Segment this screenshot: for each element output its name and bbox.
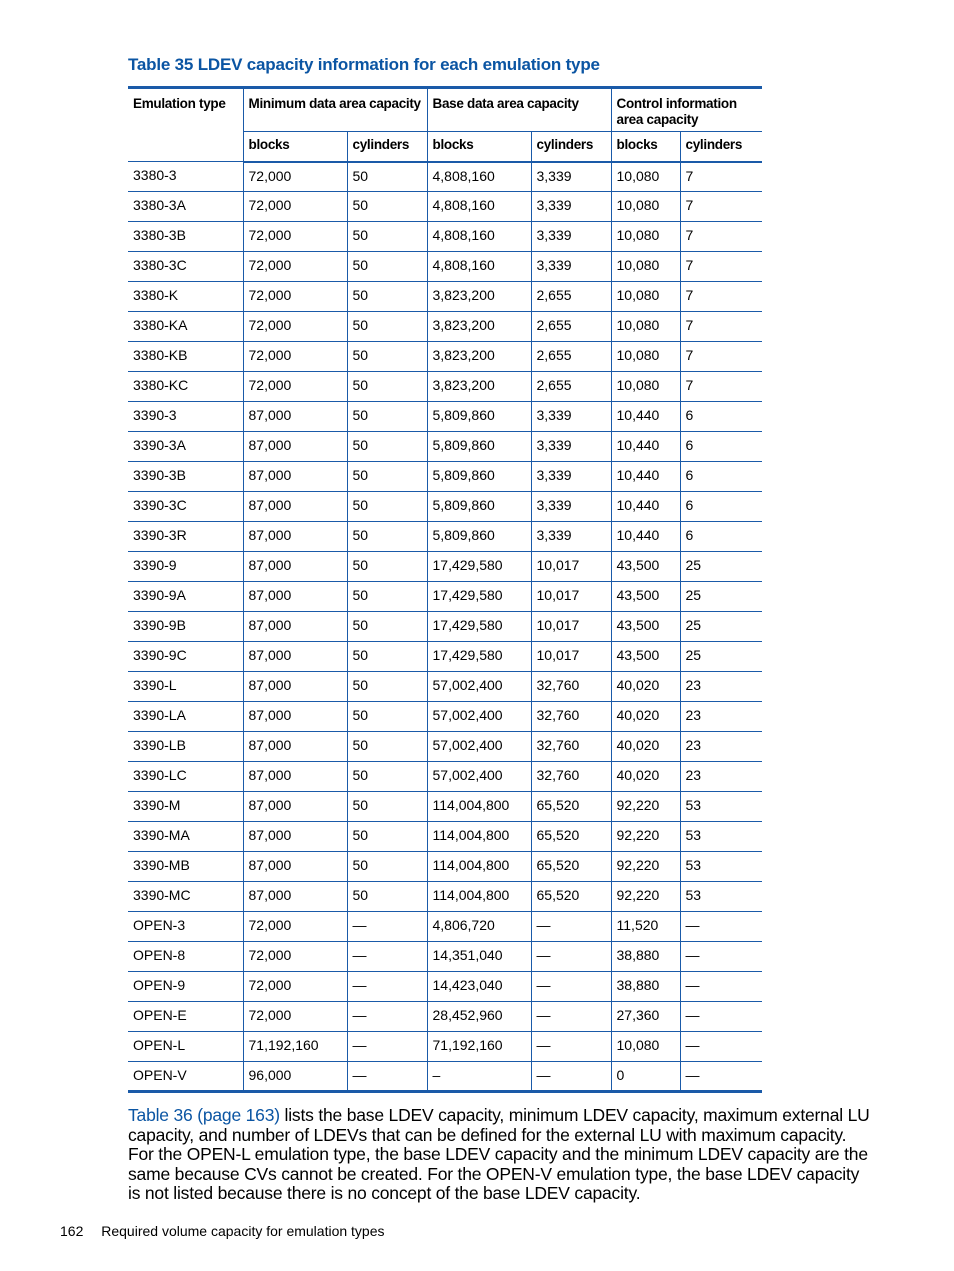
table-row (128, 672, 762, 702)
base-cylinders-cell: — (531, 972, 611, 1002)
control-blocks-cell: 92,220 (611, 822, 680, 852)
control-blocks-cell: 92,220 (611, 852, 680, 882)
min-cylinders-cell: — (347, 972, 427, 1002)
min-blocks-cell: 72,000 (243, 912, 347, 942)
base-blocks-cell: 114,004,800 (427, 852, 531, 882)
min-cylinders-cell: 50 (347, 582, 427, 612)
header-minimum-capacity: Minimum data area capacity (243, 88, 427, 132)
emulation-type-cell: 3390-3A (128, 432, 243, 462)
control-cylinders-cell: 7 (680, 222, 762, 252)
table-row (128, 312, 762, 342)
base-cylinders-cell: 2,655 (531, 342, 611, 372)
control-cylinders-cell: 53 (680, 822, 762, 852)
min-cylinders-cell: 50 (347, 462, 427, 492)
min-cylinders-cell: — (347, 1032, 427, 1062)
base-blocks-cell: 5,809,860 (427, 522, 531, 552)
base-blocks-cell: 5,809,860 (427, 432, 531, 462)
min-cylinders-cell: 50 (347, 852, 427, 882)
base-blocks-cell: 57,002,400 (427, 672, 531, 702)
emulation-type-cell: 3380-3C (128, 252, 243, 282)
control-cylinders-cell: 25 (680, 582, 762, 612)
control-cylinders-cell: 23 (680, 762, 762, 792)
table-row (128, 582, 762, 612)
control-cylinders-cell: 25 (680, 642, 762, 672)
min-blocks-cell: 87,000 (243, 762, 347, 792)
min-cylinders-cell: — (347, 1002, 427, 1032)
base-cylinders-cell: 65,520 (531, 792, 611, 822)
control-cylinders-cell: 7 (680, 282, 762, 312)
table-row (128, 462, 762, 492)
emulation-type-cell: 3390-M (128, 792, 243, 822)
base-cylinders-cell: 3,339 (531, 402, 611, 432)
min-blocks-cell: 72,000 (243, 162, 347, 192)
table-row (128, 882, 762, 912)
control-blocks-cell: 10,080 (611, 342, 680, 372)
control-cylinders-cell: 53 (680, 792, 762, 822)
control-cylinders-cell: 6 (680, 402, 762, 432)
emulation-type-cell: OPEN-L (128, 1032, 243, 1062)
subheader-control-blocks: blocks (611, 132, 680, 162)
emulation-type-cell: 3390-9B (128, 612, 243, 642)
base-blocks-cell: 3,823,200 (427, 342, 531, 372)
min-blocks-cell: 72,000 (243, 282, 347, 312)
table-row (128, 852, 762, 882)
min-blocks-cell: 87,000 (243, 672, 347, 702)
min-blocks-cell: 72,000 (243, 372, 347, 402)
table-row (128, 642, 762, 672)
base-cylinders-cell: — (531, 1062, 611, 1092)
control-cylinders-cell: 7 (680, 162, 762, 192)
emulation-type-cell: 3380-KB (128, 342, 243, 372)
table-36-link[interactable]: Table 36 (page 163) (128, 1105, 280, 1125)
min-cylinders-cell: — (347, 1062, 427, 1092)
control-cylinders-cell: — (680, 912, 762, 942)
control-blocks-cell: 10,080 (611, 282, 680, 312)
emulation-type-cell: 3390-9 (128, 552, 243, 582)
table-row (128, 432, 762, 462)
min-blocks-cell: 87,000 (243, 402, 347, 432)
base-blocks-cell: 114,004,800 (427, 882, 531, 912)
control-blocks-cell: 10,080 (611, 1032, 680, 1062)
emulation-type-cell: 3390-LA (128, 702, 243, 732)
emulation-type-cell: 3390-MA (128, 822, 243, 852)
min-cylinders-cell: 50 (347, 522, 427, 552)
emulation-type-cell: 3390-L (128, 672, 243, 702)
control-cylinders-cell: — (680, 1032, 762, 1062)
emulation-type-cell: OPEN-E (128, 1002, 243, 1032)
subheader-control-cylinders: cylinders (680, 132, 762, 162)
control-cylinders-cell: 6 (680, 492, 762, 522)
control-cylinders-cell: 25 (680, 612, 762, 642)
control-blocks-cell: 43,500 (611, 552, 680, 582)
table-row (128, 1032, 762, 1062)
table-row (128, 1062, 762, 1092)
emulation-type-cell: 3390-MC (128, 882, 243, 912)
base-blocks-cell: 5,809,860 (427, 402, 531, 432)
emulation-type-cell: OPEN-9 (128, 972, 243, 1002)
base-blocks-cell: 14,423,040 (427, 972, 531, 1002)
control-cylinders-cell: 25 (680, 552, 762, 582)
base-blocks-cell: 57,002,400 (427, 762, 531, 792)
base-blocks-cell: 4,808,160 (427, 162, 531, 192)
control-blocks-cell: 10,440 (611, 462, 680, 492)
base-blocks-cell: 4,806,720 (427, 912, 531, 942)
subheader-min-cylinders: cylinders (347, 132, 427, 162)
min-blocks-cell: 72,000 (243, 192, 347, 222)
control-blocks-cell: 10,080 (611, 252, 680, 282)
min-cylinders-cell: 50 (347, 162, 427, 192)
base-cylinders-cell: 3,339 (531, 252, 611, 282)
min-blocks-cell: 96,000 (243, 1062, 347, 1092)
control-blocks-cell: 10,080 (611, 192, 680, 222)
min-blocks-cell: 72,000 (243, 312, 347, 342)
control-blocks-cell: 0 (611, 1062, 680, 1092)
min-cylinders-cell: 50 (347, 312, 427, 342)
min-blocks-cell: 87,000 (243, 732, 347, 762)
min-cylinders-cell: 50 (347, 432, 427, 462)
base-cylinders-cell: — (531, 942, 611, 972)
emulation-type-cell: 3390-9C (128, 642, 243, 672)
min-cylinders-cell: 50 (347, 192, 427, 222)
min-blocks-cell: 87,000 (243, 492, 347, 522)
min-cylinders-cell: 50 (347, 642, 427, 672)
emulation-type-cell: 3380-3B (128, 222, 243, 252)
min-blocks-cell: 87,000 (243, 522, 347, 552)
base-cylinders-cell: 2,655 (531, 282, 611, 312)
control-cylinders-cell: — (680, 972, 762, 1002)
paragraph-text: lists the base LDEV capacity, minimum LDEV capacity, maximum external LU capacity, and number of LDEVs that can be defined for the external LU with maximum capacity. For the OPEN-L emulation type, the base LDEV capacity and the minimum LDEV capacity are the same because CVs cannot be created. For the OPEN-V emulation type, the base LDEV capacity is not listed because there is no concept of the base LDEV capacity. (128, 1105, 870, 1203)
control-cylinders-cell: — (680, 1002, 762, 1032)
min-cylinders-cell: 50 (347, 552, 427, 582)
base-cylinders-cell: 3,339 (531, 222, 611, 252)
base-cylinders-cell: 3,339 (531, 462, 611, 492)
control-cylinders-cell: 6 (680, 432, 762, 462)
table-row (128, 612, 762, 642)
min-blocks-cell: 72,000 (243, 222, 347, 252)
control-blocks-cell: 10,440 (611, 432, 680, 462)
page-number: 162 (60, 1223, 84, 1239)
base-cylinders-cell: 65,520 (531, 822, 611, 852)
min-cylinders-cell: 50 (347, 882, 427, 912)
min-cylinders-cell: 50 (347, 732, 427, 762)
header-row-groups (128, 88, 762, 132)
base-cylinders-cell: 10,017 (531, 612, 611, 642)
table-row (128, 792, 762, 822)
table-row (128, 162, 762, 192)
min-blocks-cell: 87,000 (243, 612, 347, 642)
min-cylinders-cell: — (347, 942, 427, 972)
min-blocks-cell: 72,000 (243, 972, 347, 1002)
min-cylinders-cell: 50 (347, 252, 427, 282)
emulation-type-cell: 3380-KA (128, 312, 243, 342)
base-blocks-cell: – (427, 1062, 531, 1092)
page-footer (60, 1223, 385, 1239)
min-cylinders-cell: 50 (347, 492, 427, 522)
ldev-capacity-table (128, 86, 762, 1093)
min-cylinders-cell: 50 (347, 792, 427, 822)
control-blocks-cell: 43,500 (611, 582, 680, 612)
control-blocks-cell: 40,020 (611, 732, 680, 762)
base-cylinders-cell: 3,339 (531, 162, 611, 192)
min-cylinders-cell: 50 (347, 372, 427, 402)
control-blocks-cell: 92,220 (611, 792, 680, 822)
control-cylinders-cell: 23 (680, 732, 762, 762)
emulation-type-cell: OPEN-V (128, 1062, 243, 1092)
min-cylinders-cell: 50 (347, 822, 427, 852)
control-cylinders-cell: 6 (680, 462, 762, 492)
control-cylinders-cell: 53 (680, 882, 762, 912)
base-blocks-cell: 4,808,160 (427, 222, 531, 252)
base-cylinders-cell: 32,760 (531, 762, 611, 792)
base-cylinders-cell: 65,520 (531, 852, 611, 882)
min-cylinders-cell: 50 (347, 402, 427, 432)
control-cylinders-cell: 7 (680, 312, 762, 342)
table-row (128, 222, 762, 252)
control-cylinders-cell: 23 (680, 672, 762, 702)
min-blocks-cell: 72,000 (243, 1002, 347, 1032)
emulation-type-cell: 3390-3B (128, 462, 243, 492)
table-row (128, 1002, 762, 1032)
base-blocks-cell: 71,192,160 (427, 1032, 531, 1062)
header-base-capacity: Base data area capacity (427, 88, 611, 132)
base-cylinders-cell: 10,017 (531, 582, 611, 612)
control-blocks-cell: 40,020 (611, 762, 680, 792)
base-cylinders-cell: 3,339 (531, 522, 611, 552)
table-row (128, 732, 762, 762)
control-blocks-cell: 11,520 (611, 912, 680, 942)
subheader-base-cylinders: cylinders (531, 132, 611, 162)
control-cylinders-cell: — (680, 1062, 762, 1092)
emulation-type-cell: 3390-9A (128, 582, 243, 612)
base-blocks-cell: 5,809,860 (427, 492, 531, 522)
base-cylinders-cell: — (531, 1002, 611, 1032)
base-cylinders-cell: 32,760 (531, 702, 611, 732)
table-row (128, 942, 762, 972)
base-blocks-cell: 57,002,400 (427, 732, 531, 762)
table-row (128, 342, 762, 372)
base-blocks-cell: 3,823,200 (427, 282, 531, 312)
control-blocks-cell: 10,080 (611, 162, 680, 192)
control-cylinders-cell: 7 (680, 342, 762, 372)
min-cylinders-cell: 50 (347, 282, 427, 312)
control-blocks-cell: 10,080 (611, 372, 680, 402)
base-cylinders-cell: 3,339 (531, 192, 611, 222)
emulation-type-cell: 3390-3C (128, 492, 243, 522)
control-blocks-cell: 38,880 (611, 942, 680, 972)
min-cylinders-cell: — (347, 912, 427, 942)
min-blocks-cell: 87,000 (243, 822, 347, 852)
base-blocks-cell: 4,808,160 (427, 192, 531, 222)
base-cylinders-cell: 32,760 (531, 672, 611, 702)
control-cylinders-cell: 23 (680, 702, 762, 732)
base-cylinders-cell: 3,339 (531, 432, 611, 462)
min-blocks-cell: 87,000 (243, 432, 347, 462)
control-blocks-cell: 40,020 (611, 702, 680, 732)
control-cylinders-cell: 53 (680, 852, 762, 882)
base-cylinders-cell: 10,017 (531, 642, 611, 672)
emulation-type-cell: 3390-LC (128, 762, 243, 792)
min-blocks-cell: 72,000 (243, 342, 347, 372)
control-blocks-cell: 10,440 (611, 492, 680, 522)
min-cylinders-cell: 50 (347, 672, 427, 702)
emulation-type-cell: 3380-3 (128, 162, 243, 192)
base-cylinders-cell: 3,339 (531, 492, 611, 522)
min-blocks-cell: 87,000 (243, 792, 347, 822)
control-cylinders-cell: 6 (680, 522, 762, 552)
table-row (128, 702, 762, 732)
subheader-min-blocks: blocks (243, 132, 347, 162)
base-blocks-cell: 14,351,040 (427, 942, 531, 972)
min-cylinders-cell: 50 (347, 762, 427, 792)
min-blocks-cell: 72,000 (243, 252, 347, 282)
control-blocks-cell: 43,500 (611, 612, 680, 642)
control-blocks-cell: 92,220 (611, 882, 680, 912)
control-cylinders-cell: 7 (680, 192, 762, 222)
min-blocks-cell: 87,000 (243, 852, 347, 882)
body-paragraph (128, 1106, 873, 1204)
table-row (128, 282, 762, 312)
min-blocks-cell: 87,000 (243, 702, 347, 732)
emulation-type-cell: 3390-3 (128, 402, 243, 432)
min-cylinders-cell: 50 (347, 342, 427, 372)
base-blocks-cell: 17,429,580 (427, 642, 531, 672)
emulation-type-cell: 3380-3A (128, 192, 243, 222)
min-cylinders-cell: 50 (347, 702, 427, 732)
base-blocks-cell: 114,004,800 (427, 792, 531, 822)
base-blocks-cell: 5,809,860 (427, 462, 531, 492)
emulation-type-cell: 3380-KC (128, 372, 243, 402)
emulation-type-cell: OPEN-3 (128, 912, 243, 942)
base-blocks-cell: 28,452,960 (427, 1002, 531, 1032)
emulation-type-cell: 3390-MB (128, 852, 243, 882)
control-blocks-cell: 38,880 (611, 972, 680, 1002)
min-cylinders-cell: 50 (347, 222, 427, 252)
header-emulation-type: Emulation type (128, 88, 243, 162)
control-blocks-cell: 10,440 (611, 402, 680, 432)
table-row (128, 822, 762, 852)
min-blocks-cell: 87,000 (243, 882, 347, 912)
control-cylinders-cell: 7 (680, 252, 762, 282)
base-blocks-cell: 4,808,160 (427, 252, 531, 282)
emulation-type-cell: 3390-LB (128, 732, 243, 762)
base-cylinders-cell: — (531, 1032, 611, 1062)
footer-section-title: Required volume capacity for emulation types (101, 1223, 385, 1239)
base-blocks-cell: 3,823,200 (427, 312, 531, 342)
control-blocks-cell: 10,080 (611, 312, 680, 342)
table-row (128, 762, 762, 792)
min-blocks-cell: 87,000 (243, 642, 347, 672)
table-row (128, 492, 762, 522)
emulation-type-cell: 3390-3R (128, 522, 243, 552)
table-row (128, 372, 762, 402)
min-blocks-cell: 71,192,160 (243, 1032, 347, 1062)
emulation-type-cell: OPEN-8 (128, 942, 243, 972)
base-cylinders-cell: — (531, 912, 611, 942)
min-blocks-cell: 87,000 (243, 582, 347, 612)
control-blocks-cell: 10,440 (611, 522, 680, 552)
table-row (128, 192, 762, 222)
min-blocks-cell: 72,000 (243, 942, 347, 972)
base-blocks-cell: 17,429,580 (427, 582, 531, 612)
control-blocks-cell: 27,360 (611, 1002, 680, 1032)
control-cylinders-cell: — (680, 942, 762, 972)
control-blocks-cell: 10,080 (611, 222, 680, 252)
min-blocks-cell: 87,000 (243, 552, 347, 582)
base-cylinders-cell: 2,655 (531, 372, 611, 402)
base-cylinders-cell: 2,655 (531, 312, 611, 342)
base-cylinders-cell: 10,017 (531, 552, 611, 582)
table-row (128, 402, 762, 432)
control-blocks-cell: 40,020 (611, 672, 680, 702)
min-blocks-cell: 87,000 (243, 462, 347, 492)
table-row (128, 912, 762, 942)
base-blocks-cell: 17,429,580 (427, 552, 531, 582)
min-cylinders-cell: 50 (347, 612, 427, 642)
base-cylinders-cell: 65,520 (531, 882, 611, 912)
control-cylinders-cell: 7 (680, 372, 762, 402)
header-control-capacity: Control information area capacity (611, 88, 762, 132)
emulation-type-cell: 3380-K (128, 282, 243, 312)
control-blocks-cell: 43,500 (611, 642, 680, 672)
table-row (128, 252, 762, 282)
base-blocks-cell: 57,002,400 (427, 702, 531, 732)
base-blocks-cell: 3,823,200 (427, 372, 531, 402)
subheader-base-blocks: blocks (427, 132, 531, 162)
table-body (128, 162, 762, 1092)
base-blocks-cell: 17,429,580 (427, 612, 531, 642)
table-caption: Table 35 LDEV capacity information for each emulation type (128, 55, 600, 74)
table-row (128, 522, 762, 552)
table-row (128, 552, 762, 582)
table-row (128, 972, 762, 1002)
base-blocks-cell: 114,004,800 (427, 822, 531, 852)
base-cylinders-cell: 32,760 (531, 732, 611, 762)
